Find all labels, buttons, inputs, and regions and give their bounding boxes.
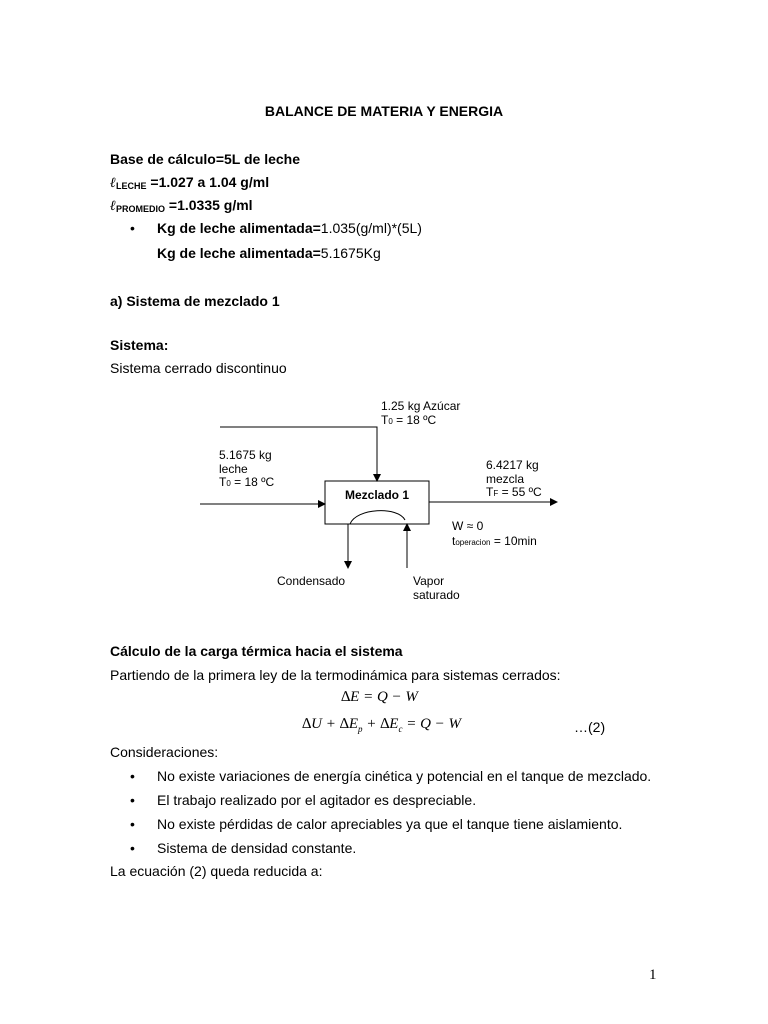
mezcla-temp: TF = 55 ºC [486, 485, 542, 499]
density-leche-value: =1.027 a 1.04 g/ml [146, 174, 270, 190]
consideracion-item: No existe variaciones de energía cinética y potencial en el tanque de mezclado. [157, 768, 652, 784]
equation-1: ∆E = Q − W [341, 689, 418, 705]
density-leche-sub: LECHE [115, 181, 147, 191]
kg-leche-result-value: 5.1675Kg [320, 245, 381, 261]
mixer-label: Mezclado 1 [344, 488, 410, 502]
kg-leche-formula: 1.035(g/ml)*(5L) [320, 220, 422, 236]
operation-time: toperacion = 10min [452, 534, 537, 548]
vapor-label-1: Vapor [413, 574, 445, 588]
equation-2-ref: …(2) [574, 719, 606, 735]
azucar-temp: T0 = 18 ºC [381, 413, 437, 427]
bullet-dot: • [130, 816, 135, 832]
work-label: W ≈ 0 [452, 519, 484, 533]
consideracion-item: No existe pérdidas de calor apreciables ya que el tanque tiene aislamiento. [157, 816, 623, 832]
bullet-dot: • [130, 220, 135, 236]
density-symbol: ℓ [110, 175, 116, 191]
leche-label: leche [219, 462, 248, 476]
base-calculo: Base de cálculo=5L de leche [110, 151, 301, 167]
mezcla-amount: 6.4217 kg [486, 458, 539, 472]
page-title: BALANCE DE MATERIA Y ENERGIA [264, 103, 504, 119]
kg-leche-label: Kg de leche alimentada= [157, 220, 321, 236]
consideraciones-heading: Consideraciones: [110, 744, 219, 760]
page-number: 1 [649, 967, 657, 983]
azucar-label: 1.25 kg Azúcar [381, 399, 461, 413]
sistema-text: Sistema cerrado discontinuo [110, 360, 287, 376]
equation-2: $\Delta U + \Delta E_p + \Delta E_c = Q - W$ [302, 716, 462, 734]
carga-heading: Cálculo de la carga térmica hacia el sistema [110, 643, 403, 659]
condensado-label: Condensado [277, 574, 346, 588]
density-symbol: ℓ [110, 198, 116, 214]
carga-text: Partiendo de la primera ley de la termodinámica para sistemas cerrados: [110, 667, 561, 683]
reducida-text: La ecuación (2) queda reducida a: [110, 863, 323, 879]
consideracion-item: Sistema de densidad constante. [157, 840, 357, 856]
bullet-dot: • [130, 768, 135, 784]
mezcla-label: mezcla [486, 472, 525, 486]
vapor-label-2: saturado [413, 588, 460, 602]
leche-amount: 5.1675 kg [219, 448, 272, 462]
bullet-dot: • [130, 840, 135, 856]
density-promedio-sub: PROMEDIO [115, 204, 165, 214]
kg-leche-result-label: Kg de leche alimentada= [157, 245, 321, 261]
bullet-dot: • [130, 792, 135, 808]
consideracion-item: El trabajo realizado por el agitador es despreciable. [157, 792, 477, 808]
density-promedio-value: =1.0335 g/ml [165, 197, 253, 213]
sistema-heading: Sistema: [110, 337, 169, 353]
section-a-heading: a) Sistema de mezclado 1 [110, 293, 280, 309]
leche-temp: T0 = 18 ºC [219, 475, 275, 489]
